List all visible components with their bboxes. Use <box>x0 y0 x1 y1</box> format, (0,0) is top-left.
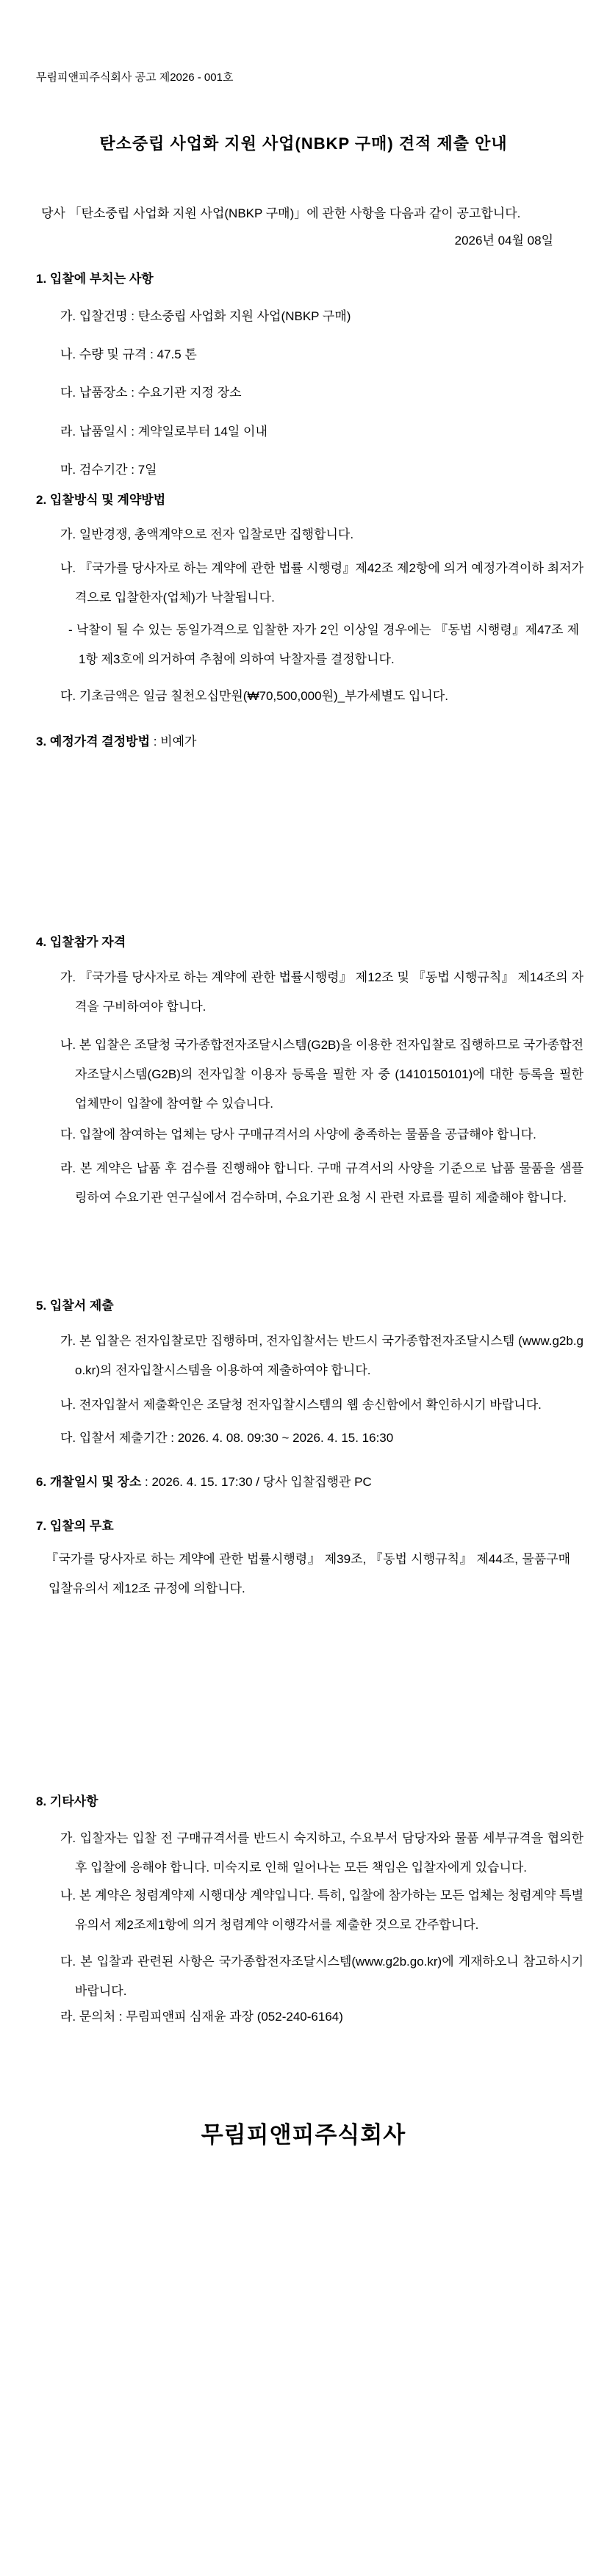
document-title: 탄소중립 사업화 지원 사업(NBKP 구매) 견적 제출 안내 <box>99 134 508 153</box>
section-1-item-inspection-period: 마. 검수기간 : 7일 <box>60 463 157 477</box>
section-4-item-spec-compliance: 다. 입찰에 참여하는 업체는 당사 구매규격서의 사양에 충족하는 물품을 공급해야 합니다. <box>60 1128 536 1141</box>
section-7-heading: 7. 입찰의 무효 <box>36 1519 114 1533</box>
notice-number: 무림피앤피주식회사 공고 제2026 - 001호 <box>36 71 234 84</box>
section-4-item-g2b-registration: 나. 본 입찰은 조달청 국가종합전자조달시스템(G2B)을 이용한 전자입찰로 집행하므로 국가종합전자조달시스템(G2B)의 전자입찰 이용자 등록을 필한 자 중 (1410150101)에 대한 등록을 필한 업체만이 입찰에 참여할 수 있습니다. <box>60 1038 583 1111</box>
section-2-subitem-tie-break: - 낙찰이 될 수 있는 동일가격으로 입찰한 자가 2인 이상일 경우에는 『동법 시행령』제47조 제1항 제3호에 의거하여 추첨에 의하여 낙찰자를 결정합니다. <box>68 623 579 666</box>
section-8-item-contact: 라. 문의처 : 무림피앤피 심재윤 과장 (052-240-6164) <box>60 2010 343 2024</box>
section-8-item-g2b-posting: 다. 본 입찰과 관련된 사항은 국가종합전자조달시스템(www.g2b.go.kr)에 게재하오니 참고하시기 바랍니다. <box>60 1955 583 1998</box>
section-2-item-method: 가. 일반경쟁, 총액계약으로 전자 입찰로만 집행합니다. <box>60 527 354 541</box>
section-4-item-qualification: 가. 『국가를 당사자로 하는 계약에 관한 법률시행령』 제12조 및 『동법 시행규칙』 제14조의 자격을 구비하여야 합니다. <box>60 970 583 1014</box>
company-signature: 무림피앤피주식회사 <box>201 2122 406 2148</box>
section-5-heading: 5. 입찰서 제출 <box>36 1299 114 1313</box>
section-1-item-delivery-place: 다. 납품장소 : 수요기관 지정 장소 <box>60 386 242 400</box>
section-1-item-bid-name: 가. 입찰건명 : 탄소중립 사업화 지원 사업(NBKP 구매) <box>60 309 351 323</box>
section-4-item-inspection: 라. 본 계약은 납품 후 검수를 진행해야 합니다. 구매 규격서의 사양을 기준으로 납품 물품을 샘플링하여 수요기관 연구실에서 검수하며, 수요기관 요청 시 관련 자료를 필히 제출해야 합니다. <box>60 1161 583 1205</box>
intro-paragraph: 당사 「탄소중립 사업화 지원 사업(NBKP 구매)」에 관한 사항을 다음과 같이 공고합니다. <box>41 206 521 220</box>
section-6-heading-value: : 2026. 4. 15. 17:30 / 당사 입찰집행관 PC <box>141 1475 372 1489</box>
section-6-heading-label: 6. 개찰일시 및 장소 <box>36 1475 142 1489</box>
section-8-item-integrity-contract: 나. 본 계약은 청렴계약제 시행대상 계약입니다. 특히, 입찰에 참가하는 모든 업체는 청렴계약 특별유의서 제2조제1항에 의거 청렴계약 이행각서를 제출한 것으로 간주합니다. <box>60 1888 583 1932</box>
section-2-heading: 2. 입찰방식 및 계약방법 <box>36 493 166 507</box>
section-1-item-delivery-date: 라. 납품일시 : 계약일로부터 14일 이내 <box>60 425 267 439</box>
section-8-heading: 8. 기타사항 <box>36 1794 98 1808</box>
section-3-heading-label: 3. 예정가격 결정방법 <box>36 735 150 748</box>
section-4-heading: 4. 입찰참가 자격 <box>36 935 126 949</box>
section-5-item-submission-check: 나. 전자입찰서 제출확인은 조달청 전자입찰시스템의 웹 송신함에서 확인하시기 바랍니다. <box>60 1398 542 1412</box>
section-7-body: 『국가를 당사자로 하는 계약에 관한 법률시행령』 제39조, 『동법 시행규칙』 제44조, 물품구매 입찰유의서 제12조 규정에 의합니다. <box>46 1552 570 1595</box>
section-8-item-spec-review: 가. 입찰자는 입찰 전 구매규격서를 반드시 숙지하고, 수요부서 담당자와 물품 세부규격을 협의한 후 입찰에 응해야 합니다. 미숙지로 인해 일어나는 모든 책임은 입찰자에게 있습니다. <box>60 1831 583 1875</box>
section-2-item-award-rule: 나. 『국가를 당사자로 하는 계약에 관한 법률 시행령』제42조 제2항에 의거 예정가격이하 최저가격으로 입찰한자(업체)가 낙찰됩니다. <box>60 561 583 605</box>
section-6-heading <box>36 1468 372 1497</box>
section-1-item-quantity: 나. 수량 및 규격 : 47.5 톤 <box>60 347 197 361</box>
section-2-item-base-amount: 다. 기초금액은 일금 칠천오십만원(₩70,500,000원)_부가세별도 입니다. <box>60 689 448 703</box>
section-3-heading <box>36 727 196 757</box>
section-5-item-electronic-bid: 가. 본 입찰은 전자입찰로만 집행하며, 전자입찰서는 반드시 국가종합전자조달시스템 (www.g2b.go.kr)의 전자입찰시스템을 이용하여 제출하여야 합니다. <box>60 1334 583 1377</box>
section-5-item-submission-period: 다. 입찰서 제출기간 : 2026. 4. 08. 09:30 ~ 2026. 4. 15. 16:30 <box>60 1431 394 1445</box>
section-3-heading-value: : 비예가 <box>150 735 197 748</box>
announcement-date: 2026년 04월 08일 <box>454 234 553 248</box>
section-1-heading: 1. 입찰에 부치는 사항 <box>36 272 154 286</box>
